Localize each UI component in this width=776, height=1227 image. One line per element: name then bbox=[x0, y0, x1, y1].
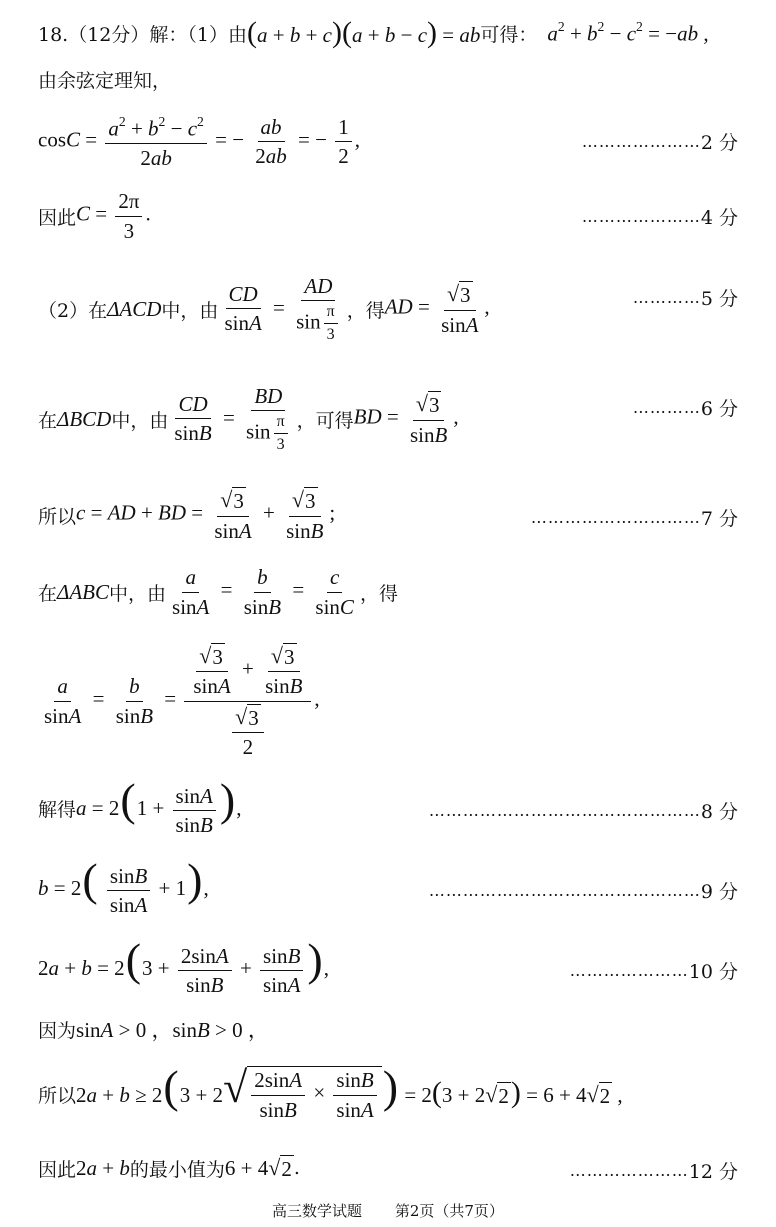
formula-BD: BD = √ 3 sinB , bbox=[353, 391, 459, 447]
score-4: ………………… 4 分 bbox=[581, 207, 738, 229]
text-therefore: 因此 bbox=[38, 206, 77, 229]
formula-inequality: 2a + b ≥ 2(3 + 2 √ $\frac{2\sin A}{\sin B}$ × $\frac{\sin B}{\sin A}$ ) = 2(3 + 2 √ 2 ) = 6 + 4 √ 2 , bbox=[76, 1061, 623, 1122]
formula-min-value: 6 + 4 √ 2 bbox=[224, 1154, 292, 1181]
formula-bcd: $\frac{CD}{\sin B}$ = BD sin $\frac{\pi}{3}$ bbox=[168, 384, 296, 455]
formula-positive: sinA > 0 ，sinB > 0 ， bbox=[76, 1018, 269, 1042]
formula-cosC: cosC = $\frac{a^2 + b^2 - c^2}{2ab}$ = − $\frac{ab}{2ab}$ = − $\frac{1}{2}$ , bbox=[38, 114, 360, 170]
line-6: 在 ΔBCD 中，由 $\frac{CD}{\sin B}$ = BD sin $\frac{\pi}{3}$ ，可得 BD = √ 3 sinB , bbox=[38, 383, 459, 454]
score-6: ………… 6 分 bbox=[632, 398, 738, 420]
formula-sine-law: $\frac{a}{\sin A}$ = $\frac{b}{\sin B}$ = $\frac{c}{\sin C}$ bbox=[172, 565, 354, 619]
formula-condition: (a + b + c)(a + b − c) = ab bbox=[246, 16, 481, 49]
formula-acd: $\frac{CD}{\sin A}$ = AD sin $\frac{\pi}{3}$ bbox=[218, 274, 346, 345]
footer-page: 第2页（共7页） bbox=[394, 1202, 504, 1220]
score-8: ………………………………………… 8 分 bbox=[428, 801, 738, 823]
line-15: 因此 2a + b 的最小值为 6 + 4 √ 2 . bbox=[38, 1154, 300, 1181]
formula-a: a = 2(1 + $\frac{\sin A}{\sin B}$ ), bbox=[76, 774, 242, 837]
formula-c-sum: c = AD + BD = √ 3 sinA + √ 3 sinB ; bbox=[76, 487, 336, 543]
formula-C-value: C = $\frac{2\pi}{3}$ . bbox=[76, 189, 151, 243]
score-10: ………………… 10 分 bbox=[569, 961, 738, 983]
line-1 bbox=[38, 12, 738, 54]
page-footer bbox=[0, 1200, 776, 1221]
formula-2a-plus-b: 2a + b = 2(3 + $\frac{2\sin A}{\sin B}$ + $\frac{\sin B}{\sin A}$ ), bbox=[38, 934, 329, 997]
line-13: 因为 sinA > 0 ，sinB > 0 ， bbox=[38, 1012, 738, 1046]
line-7: 所以 c = AD + BD = √ 3 sinA + √ 3 sinB ; bbox=[38, 487, 336, 543]
line-14: 所以 2a + b ≥ 2(3 + 2 √ $\frac{2\sin A}{\sin B}$ × $\frac{\sin B}{\sin A}$ ) = 2(3 + 2 √ 2 ) = 6 + 4 √ 2 , bbox=[38, 1061, 623, 1122]
score-2: ………………… 2 分 bbox=[581, 132, 738, 154]
score-9: ………………………………………… 9 分 bbox=[428, 881, 738, 903]
formula-b: b = 2( $\frac{\sin B}{\sin A}$ + 1), bbox=[38, 854, 209, 917]
score-12: ………………… 12 分 bbox=[569, 1161, 738, 1183]
line-8: 在 ΔABC 中，由 $\frac{a}{\sin A}$ = $\frac{b}{\sin B}$ = $\frac{c}{\sin C}$ ，得 bbox=[38, 565, 398, 619]
score-5: ………… 5 分 bbox=[632, 288, 738, 310]
line-5: （2）在 ΔACD 中，由 $\frac{CD}{\sin A}$ = AD sin $\frac{\pi}{3}$ ，得 AD = √ 3 sinA , bbox=[38, 273, 490, 344]
question-title: 18.（12分）解：（1）由 bbox=[38, 23, 247, 46]
text-law: 由余弦定理知， bbox=[38, 69, 172, 92]
footer-title: 高三数学试题 bbox=[272, 1202, 363, 1220]
formula-ratio: $\frac{a}{\sin A}$ = $\frac{b}{\sin B}$ = √ 3 sinA + √ 3 sinB √ 3 2 , bbox=[44, 643, 320, 759]
text-kede: 可得： bbox=[480, 23, 538, 46]
line-2 bbox=[38, 62, 738, 96]
line-10: 解得 a = 2(1 + $\frac{\sin A}{\sin B}$ ), bbox=[38, 774, 242, 837]
formula-AD: AD = √ 3 sinA , bbox=[384, 281, 490, 337]
formula-result-1: $a^2 + b^2 - c^2 = -ab$ , bbox=[547, 19, 709, 46]
line-9 bbox=[38, 636, 738, 766]
score-7: ………………………… 7 分 bbox=[530, 508, 738, 530]
